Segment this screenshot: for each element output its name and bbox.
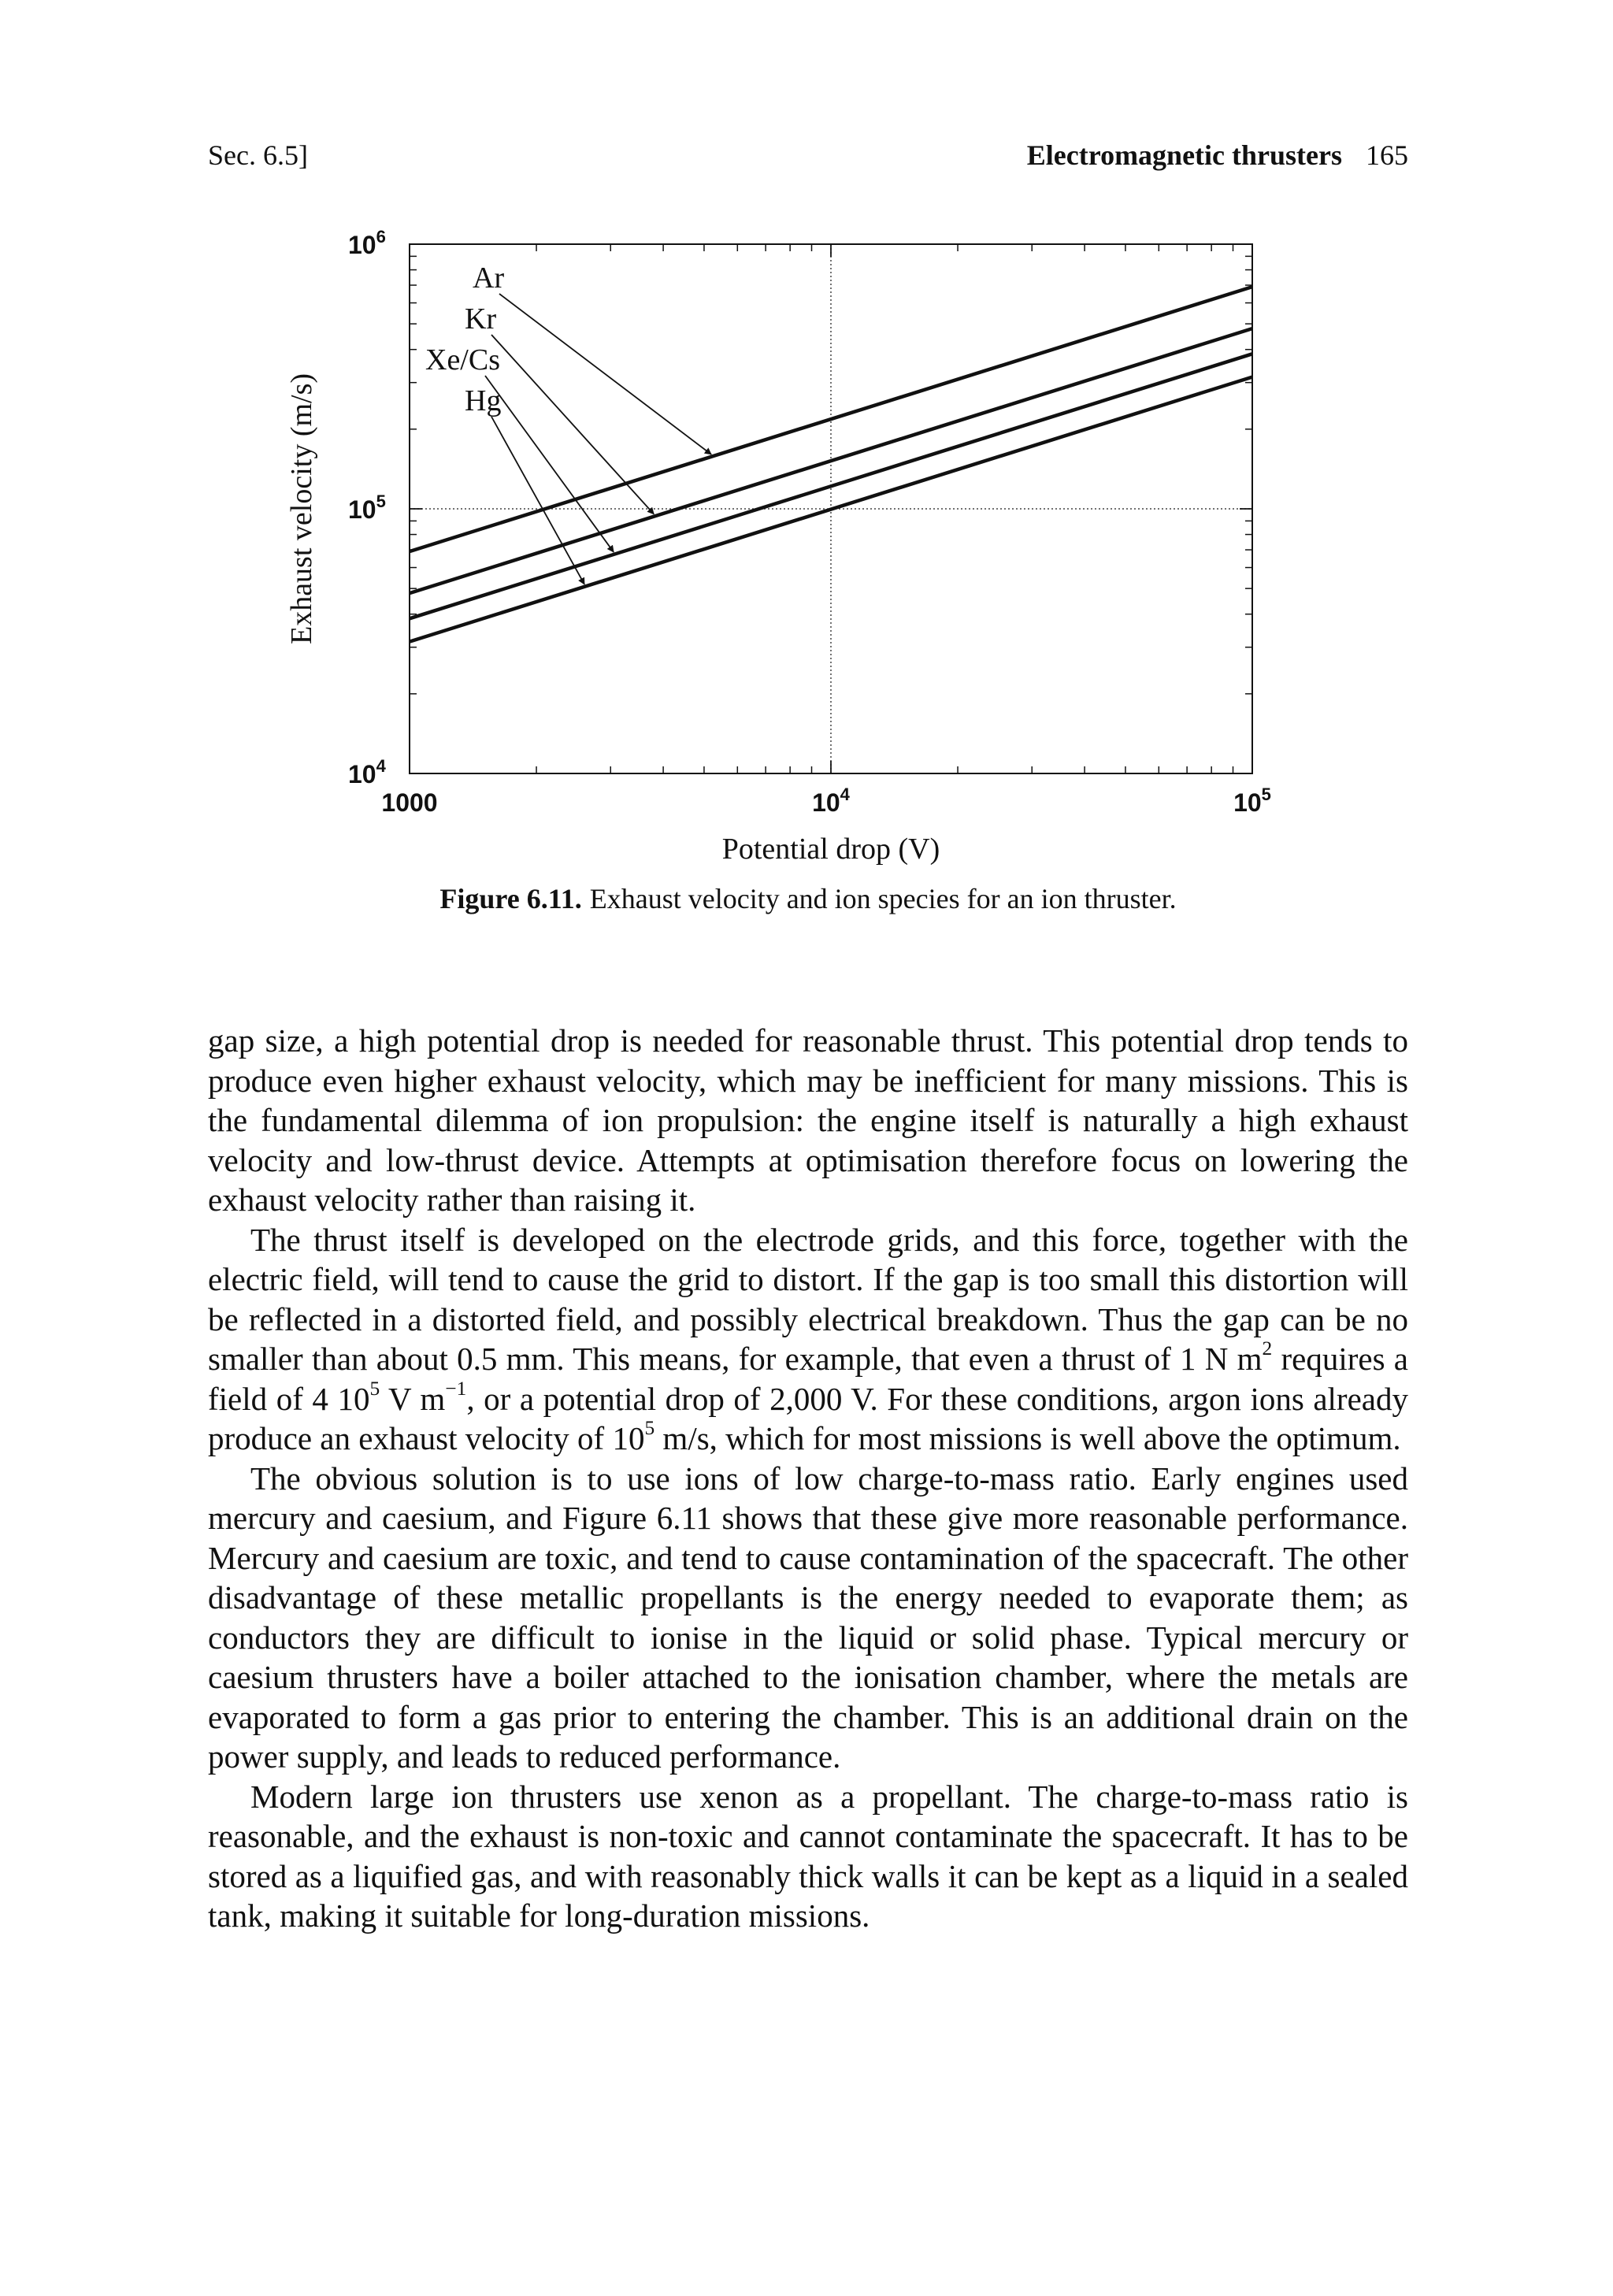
chapter-header [1027, 139, 1408, 172]
paragraph-2-part-e: m/s, which for most missions is well above the optimum. [654, 1420, 1401, 1456]
paragraph-2-part-d: , or a potential drop of 2,000 V. For these conditions, argon ions already produce an exhaust velocity of 10 [208, 1380, 1408, 1456]
y-axis-title: Exhaust velocity (m/s) [285, 373, 318, 645]
paragraph-3: The obvious solution is to use ions of low charge-to-mass ratio. Early engines used mercury and caesium, and Figure 6.11 shows that these give more reasonable performance. Mercury and caesium are toxic, and tend to cause contamination of the spacecraft. The other disadvantage of these metallic propellants is the energy needed to evaporate them; as conductors they are difficult to ionise in the liquid or solid phase. Typical mercury or caesium thrusters have a boiler attached to the ionisation chamber, where the metals are evaporated to form a gas prior to entering the chamber. This is an additional drain on the power supply, and leads to reduced performance. [208, 1460, 1408, 1775]
superscript-five-velocity: 5 [644, 1416, 655, 1439]
superscript-minus-one: −1 [445, 1377, 467, 1400]
superscript-square: 2 [1262, 1337, 1273, 1359]
x-tick-label: 1000 [381, 788, 438, 817]
series-label-kr: Kr [465, 302, 497, 336]
series-label-xe-cs: Xe/Cs [425, 343, 500, 376]
x-tick-label: $10^5$ [1233, 784, 1271, 817]
superscript-five: 5 [369, 1377, 380, 1400]
x-tick-label: $10^4$ [812, 784, 850, 817]
body-text [208, 1021, 1408, 1936]
x-axis-title: Potential drop (V) [721, 833, 940, 866]
paragraph-4: Modern large ion thrusters use xenon as a propellant. The charge-to-mass ratio is reasonable, and the exhaust is non-toxic and cannot contaminate the spacecraft. It has to be stored as a liquified gas, and with reasonably thick walls it can be kept as a liquid in a sealed tank, making it suitable for long-duration missions. [208, 1778, 1408, 1934]
y-tick-label: $10^5$ [348, 491, 386, 524]
series-line-kr [410, 328, 1252, 593]
caption-label: Figure 6.11. [439, 883, 582, 914]
paragraph-2-part-a: The thrust itself is developed on the electrode grids, and this force, together with the electric field, will tend to cause the grid to distort. If the gap is too small this distortion will be reflected in a distorted field, and possibly electrical breakdown. Thus the gap can be no smaller than about 0.5 mm. This means, for example, that even a thrust of 1 N m [208, 1221, 1408, 1377]
figure-caption [208, 882, 1408, 915]
series-arrow-ar [499, 294, 711, 454]
figure-6-11 [268, 213, 1323, 922]
page-number: 165 [1366, 139, 1408, 171]
y-tick-label: $10^4$ [348, 756, 386, 788]
exhaust-velocity-chart [268, 213, 1323, 922]
caption-text: Exhaust velocity and ion species for an ion thruster. [589, 883, 1177, 914]
series-arrow-xe-cs [485, 376, 614, 552]
paragraph-2 [208, 1220, 1408, 1459]
series-label-ar: Ar [473, 261, 505, 295]
paragraph-1: gap size, a high potential drop is needed for reasonable thrust. This potential drop tends to produce even higher exhaust velocity, which may be inefficient for many missions. This is the fundamental dilemma of ion propulsion: the engine itself is naturally a high exhaust velocity and low-thrust device. Attempts at optimisation therefore focus on lowering the exhaust velocity rather than raising it. [208, 1022, 1408, 1218]
section-label: Sec. 6.5] [208, 139, 308, 171]
chapter-title: Electromagnetic thrusters [1026, 139, 1342, 171]
axis-labels [285, 227, 1271, 866]
paragraph-2-part-b: requires a field of 4 10 [208, 1341, 1408, 1417]
paragraph-2-part-c: V m [380, 1380, 446, 1417]
series-line-ar [410, 287, 1252, 551]
series-label-hg: Hg [465, 384, 502, 417]
series-line-xe-cs [410, 354, 1252, 618]
series-arrow-kr [491, 335, 654, 514]
running-head [208, 139, 1408, 178]
y-tick-label: $10^6$ [348, 227, 386, 259]
